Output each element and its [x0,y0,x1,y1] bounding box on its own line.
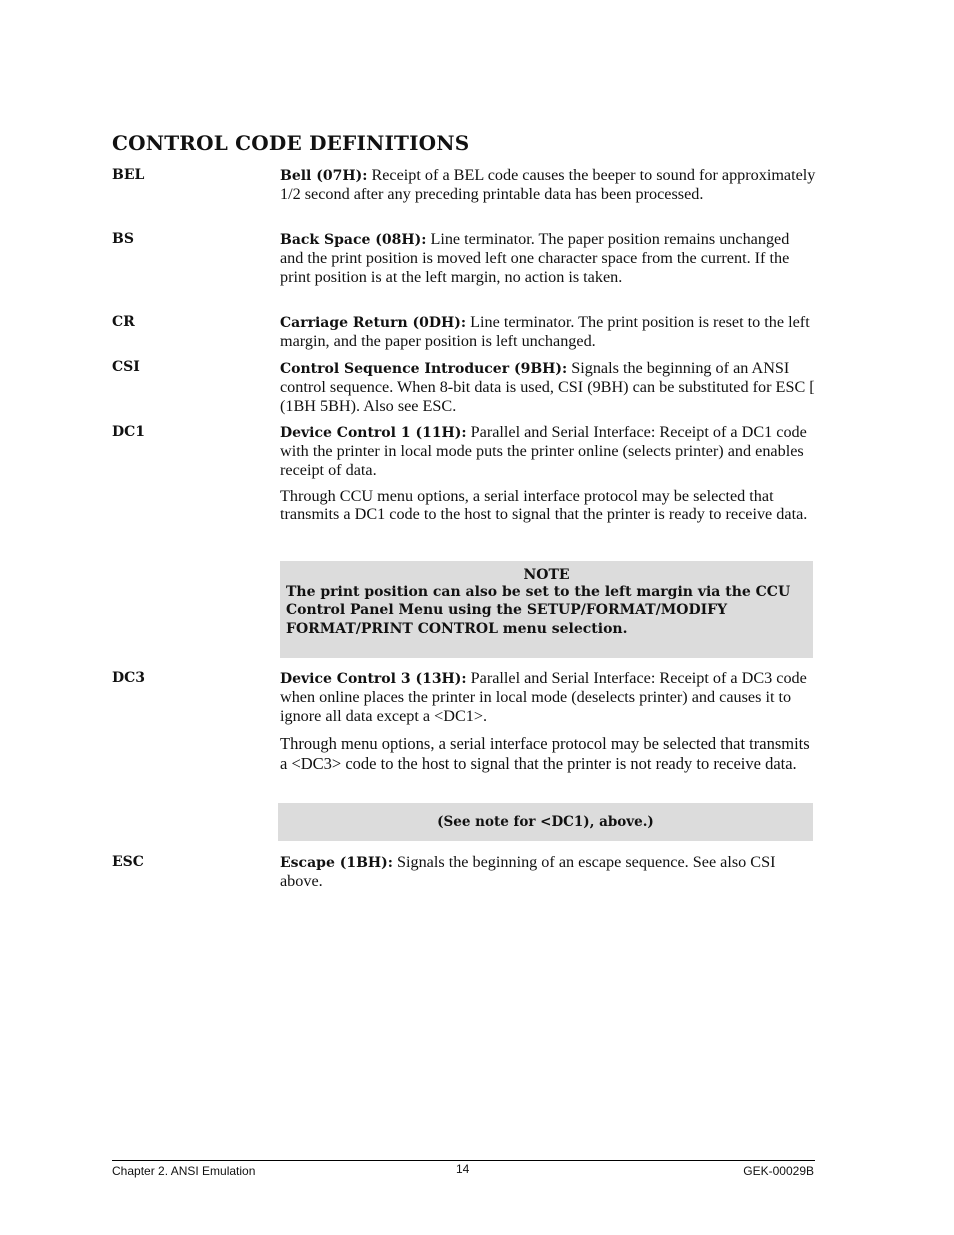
definition-label: Control Sequence Introducer (9BH): [280,361,568,377]
definition-text: Signals the beginning of an ANSI control sequence. When 8-bit data is used, CSI (9BH) can be substituted for ESC [ (1BH 5BH). Also see ESC. [280,359,815,415]
term-bs: BS [112,231,134,247]
definition-label: Device Control 1 (11H): [280,425,467,441]
note-box-short: (See note for <DC1), above.) [278,803,813,841]
definition-bs [280,230,816,286]
definition-text: Receipt of a BEL code causes the beeper to sound for approximately 1/2 second after any preceding printable data has been processed. [280,166,816,204]
footer-chapter: Chapter 2. ANSI Emulation [112,1164,256,1178]
definition-dc1 [280,423,816,479]
term-cr: CR [112,314,135,330]
definition-label: Escape (1BH): [280,855,393,871]
note-box [280,561,813,658]
note-body: The print position can also be set to the left margin via the CCU Control Panel Menu using the SETUP/FORMAT/MODIFY FORMAT/PRINT CONTROL menu selection. [286,584,791,637]
definition-label: Back Space (08H): [280,232,427,248]
footer-rule [112,1160,815,1161]
definition-dc3 [280,669,816,725]
definition-csi [280,359,816,415]
document-id: GEK-00029B [743,1164,814,1178]
definition-text: Line terminator. The print position is reset to the left margin, and the paper position is left unchanged. [280,313,810,351]
term-csi: CSI [112,359,140,375]
definition-bel [280,166,816,204]
definition-dc1-extra: Through CCU menu options, a serial interface protocol may be selected that transmits a DC1 code to the host to signal that the printer is ready to receive data. [280,487,808,524]
definition-cr [280,313,816,351]
definition-label: Device Control 3 (13H): [280,671,467,687]
term-esc: ESC [112,854,144,870]
term-bel: BEL [112,167,145,183]
term-dc3: DC3 [112,670,146,686]
note-title: NOTE [523,567,570,583]
definition-text: Parallel and Serial Interface: Receipt of a DC1 code with the printer in local mode puts the printer online (selects printer) and enables receipt of data. [280,423,807,479]
term-dc1: DC1 [112,424,146,440]
page-title: CONTROL CODE DEFINITIONS [112,131,470,155]
definition-label: Carriage Return (0DH): [280,315,467,331]
definition-dc3-extra: Through menu options, a serial interface protocol may be selected that transmits a <DC3> code to the host to signal that the printer is not ready to receive data. [280,734,810,773]
definition-text: Line terminator. The paper position remains unchanged and the print position is moved left one character space from the current. If the print position is at the left margin, no action is taken. [280,230,790,286]
page-number: 14 [456,1162,470,1176]
definition-text: Signals the beginning of an escape sequence. See also CSI above. [280,853,776,891]
definition-text: Parallel and Serial Interface: Receipt of a DC3 code when online places the printer in local mode (deselects printer) and causes it to ignore all data except a <DC1>. [280,669,807,725]
definition-esc [280,853,816,891]
definition-label: Bell (07H): [280,168,368,184]
